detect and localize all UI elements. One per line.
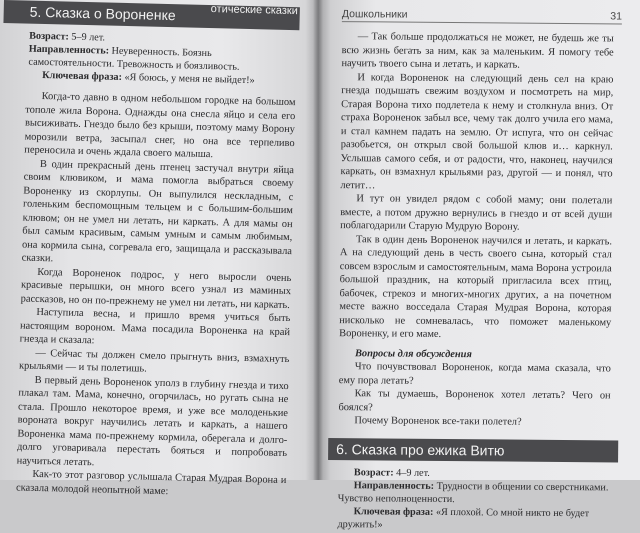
direction-label: Направленность: [28, 43, 110, 57]
question-item: Что почувствовал Вороненок, когда мама сказала, что ему пора летать? [338, 361, 611, 387]
question-item: Как ты думаешь, Вороненок хотел летать? Чего он боялся? [338, 388, 611, 413]
next-direction-value: Трудности в общении со сверстниками. Чувство неполноценности. [337, 480, 609, 505]
questions-heading: Вопросы для обсуждения [354, 347, 472, 360]
paragraph: И тут он увидел рядом с собой маму; они полетали вместе, а потом дружно вернулись в гнездо и от всей души поблагодарили Старую Мудрую Ворону. [340, 193, 613, 233]
paragraph: — Так больше продолжаться не может, не будешь же ты всю жизнь бегать за ним, как за маленьким. Я помогу тебе научить твоего сына и летать, и каркать. [341, 31, 614, 71]
left-page [0, 0, 318, 497]
question-item: Почему Вороненок все-таки полетел? [354, 415, 522, 428]
chapter-title: 5. Сказка о Вороненке [29, 3, 176, 24]
next-age-value: 4–9 лет. [396, 467, 430, 479]
story-meta [28, 30, 299, 89]
paragraph: В один прекрасный день птенец застучал внутри яйца своим клювиком, и мама помогла выбраться своему Вороненку из скорлупы. Он выпулился нескладным, с голеньким беспомощным тельцем и с большим-большим клювом; он не умел ни летать, ни каркать. А для мамы он был самым красивым, самым умным и самым любимым, она кормила сына, согревала его, защищала и рассказывала сказки. [21, 158, 295, 265]
next-key-phrase-value: «Я плохой. Со мной никто не будет дружить!» [337, 506, 590, 530]
discussion-questions [338, 347, 611, 430]
next-key-phrase-label: Ключевая фраза: [353, 505, 434, 518]
right-page-content [327, 8, 622, 533]
direction-value: Неуверенность. Боязнь самостоятельности. Тревожность и боязливость. [28, 45, 240, 73]
next-direction-line [338, 479, 610, 507]
page-number: 31 [610, 10, 622, 23]
paragraph: В первый день Вороненок уполз в глубину гнезда и тихо плакал там. Мама, конечно, огорчилась, но ругать сына не стала. Прошло некоторое время, и уже все молоденькие вороната вокруг научились летать и каркать, а нашего Вороненка мама по-прежнему кормила, оберегала и долго-долго уговаривала перестать бояться и попробовать научиться летать. [16, 374, 289, 468]
chapter-header [3, 0, 299, 30]
paragraph: Когда Вороненок подрос, у него выросли очень красивые перышки, он много всего узнал из маминых рассказов, но он по-прежнему не умел ни летать, ни каркать. [20, 266, 292, 311]
paragraph: И когда Вороненок на следующий день сел на краю гнезда подышать свежим воздухом и посмотреть на мир, Старая Ворона тихо подлетела к нему и столкнула вниз. От страха Вороненок забыл все, чему так долго учила его мама, и стал камнем падать на землю. От испуга, что он сейчас разобьется, он открыл свой большой клюв и… каркнул. Услышав самого себя, и от радости, что, наконец, научился каркать, он взмахнул крыльями раз, другой — и понял, что летит… [340, 71, 614, 191]
left-page-content [0, 0, 300, 501]
next-direction-label: Направленность: [353, 479, 435, 492]
next-chapter-header: 6. Сказка про ежика Витю [328, 437, 618, 462]
running-head-left: отические сказки [210, 3, 298, 18]
book-spine [313, 0, 323, 480]
key-phrase-value: «Я боюсь, у меня не выйдет!» [124, 71, 255, 87]
age-label: Возраст: [28, 30, 69, 43]
story-body [16, 90, 296, 501]
running-head-right [342, 8, 622, 24]
key-phrase-label: Ключевая фраза: [42, 69, 123, 83]
story-continuation [338, 30, 613, 430]
next-age-label: Возраст: [353, 466, 394, 479]
paragraph: Наступила весна, и пришло время учиться быть настоящим вороном. Мама посадила Вороненка на край гнезда и сказала: [19, 306, 291, 347]
paragraph: Как-то этот разговор услышала Старая Мудрая Ворона и сказала молодой неопытной маме: [15, 468, 287, 497]
paragraph: — Сейчас ты должен смело прыгнуть вниз, взмахнуть крыльями — и ты полетишь. [18, 347, 290, 375]
next-key-phrase-line [337, 505, 609, 533]
age-value: 5–9 лет. [71, 31, 106, 44]
paragraph: Когда-то давно в одном небольшом городке на большом тополе жила Ворона. Однажды она снесла яйцо и села его высиживать. Гнездо было без крыши, поэтому маму Ворону морозили ветра, засыпал снег, но она все терпеливо переносила и очень ждала своего малыша. [24, 90, 296, 161]
section-name: Дошкольники [341, 8, 408, 21]
paragraph: Так в один день Вороненок научился и летать, и каркать. А на следующий день в честь своего сына, который стал совсем взрослым и самостоятельным, мама Ворона устроила большой праздник, на который пригласила всех птиц, бабочек, стрекоз и многих-многих других, а на почетном месте важно восседала Старая Мудрая Ворона, которая нисколько не сомневалась, что поможет маленькому Вороненку, и его маме. [339, 233, 613, 340]
right-page [318, 0, 640, 530]
next-story-meta [337, 466, 610, 533]
